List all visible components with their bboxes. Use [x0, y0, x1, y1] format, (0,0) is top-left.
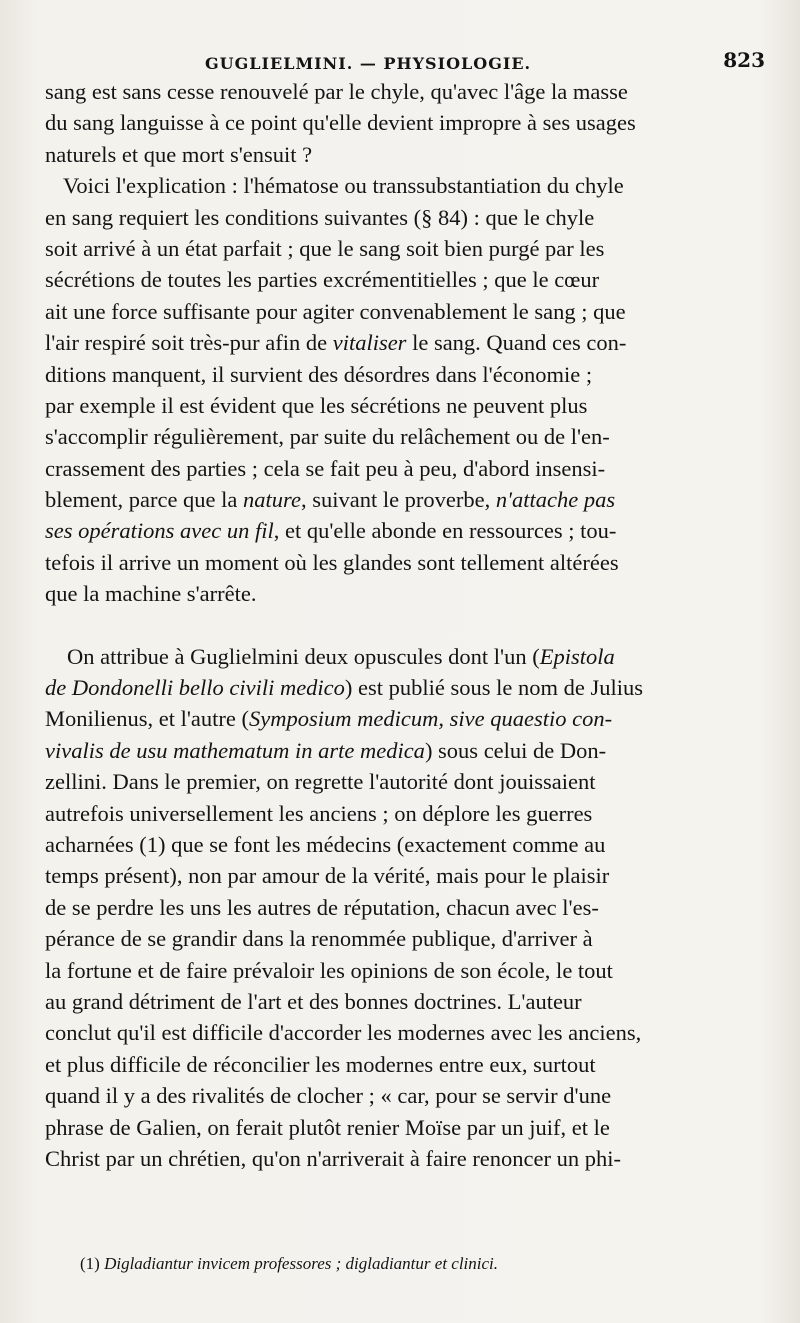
- text-line: et plus difficile de réconcilier les modernes entre eux, surtout: [45, 1051, 596, 1077]
- text-line: zellini. Dans le premier, on regrette l'autorité dont jouissaient: [45, 769, 596, 795]
- text-line: de se perdre les uns les autres de réputation, chacun avec l'es-: [45, 894, 599, 920]
- text-run: le sang. Quand ces con-: [406, 330, 627, 356]
- paragraph-3: [45, 641, 755, 1175]
- italic-run: vitaliser: [332, 330, 407, 356]
- italic-run: ses opérations avec un fil: [45, 518, 274, 544]
- paragraph-gap: [45, 610, 755, 641]
- text-line: s'accomplir régulièrement, par suite du relâchement ou de l'en-: [45, 424, 610, 450]
- text-line: autrefois universellement les anciens ; on déplore les guerres: [45, 800, 593, 826]
- text-run: Monilienus, et l'autre (: [45, 706, 250, 732]
- text-line: du sang languisse à ce point qu'elle devient impropre à ses usages: [45, 110, 636, 136]
- text-run: ) est publié sous le nom de Julius: [344, 675, 644, 701]
- text-line: [45, 327, 755, 358]
- text-line: quand il y a des rivalités de clocher ; « car, pour se servir d'une: [45, 1083, 612, 1109]
- footnote-marker: (1): [80, 1254, 100, 1273]
- running-head: GUGLIELMINI. — PHYSIOLOGIE.: [205, 54, 532, 73]
- text-line: tefois il arrive un moment où les glandes sont tellement altérées: [45, 549, 619, 575]
- text-line: [45, 515, 755, 546]
- text-line: soit arrivé à un état parfait ; que le sang soit bien purgé par les: [45, 235, 605, 261]
- text-line: ditions manquent, il survient des désordres dans l'économie ;: [45, 361, 593, 387]
- paragraph-2: [45, 170, 755, 609]
- text-line: temps présent), non par amour de la vérité, mais pour le plaisir: [45, 863, 610, 889]
- text-line: [45, 672, 755, 703]
- text-line: pérance de se grandir dans la renommée publique, d'arriver à: [45, 926, 593, 952]
- italic-run: Symposium medicum, sive quaestio con-: [249, 706, 613, 732]
- text-line: conclut qu'il est difficile d'accorder les modernes avec les anciens,: [45, 1020, 642, 1046]
- text-line: [45, 735, 755, 766]
- text-run: On attribue à Guglielmini deux opuscules dont l'un (: [67, 643, 540, 669]
- italic-run: nature: [243, 487, 301, 513]
- text-line: par exemple il est évident que les sécrétions ne peuvent plus: [45, 392, 588, 418]
- italic-run: Epistola: [539, 643, 615, 669]
- text-line: sang est sans cesse renouvelé par le chyle, qu'avec l'âge la masse: [45, 79, 628, 104]
- text-line: crassement des parties ; cela se fait peu à peu, d'abord insensi-: [45, 455, 606, 481]
- italic-run: vivalis de usu mathematum in arte medica: [45, 737, 425, 763]
- body-text: [45, 76, 755, 1174]
- italic-run: n'attache pas: [495, 487, 616, 513]
- text-line: acharnées (1) que se font les médecins (exactement comme au: [45, 831, 606, 857]
- footnote-text: Digladiantur invicem professores ; digladiantur et clinici.: [104, 1254, 499, 1273]
- text-line: en sang requiert les conditions suivantes (§ 84) : que le chyle: [45, 204, 595, 230]
- text-run: , et qu'elle abonde en ressources ; tou-: [273, 518, 617, 544]
- text-line: naturels et que mort s'ensuit ?: [45, 141, 313, 167]
- italic-run: de Dondonelli bello civili medico: [45, 675, 345, 701]
- text-run: blement, parce que la: [45, 487, 244, 513]
- text-line: au grand détriment de l'art et des bonnes doctrines. L'auteur: [45, 988, 582, 1014]
- text-line: [45, 484, 755, 515]
- text-run: , suivant le proverbe,: [300, 487, 496, 513]
- page-number: 823: [723, 48, 765, 72]
- text-run: l'air respiré soit très-pur afin de: [45, 330, 333, 356]
- text-line: la fortune et de faire prévaloir les opinions de son école, le tout: [45, 957, 613, 983]
- text-line: Christ par un chrétien, qu'on n'arriverait à faire renoncer un phi-: [45, 1145, 622, 1171]
- paragraph-1: [45, 76, 755, 170]
- page-header: [205, 48, 765, 78]
- text-line: que la machine s'arrête.: [45, 581, 257, 607]
- text-line: Voici l'explication : l'hématose ou transsubstantiation du chyle: [63, 173, 624, 199]
- footnote: [80, 1254, 498, 1274]
- text-line: [45, 641, 755, 672]
- text-line: phrase de Galien, on ferait plutôt renier Moïse par un juif, et le: [45, 1114, 610, 1140]
- text-line: ait une force suffisante pour agiter convenablement le sang ; que: [45, 298, 626, 324]
- text-line: sécrétions de toutes les parties excrémentitielles ; que le cœur: [45, 267, 600, 293]
- text-line: [45, 703, 755, 734]
- text-run: ) sous celui de Don-: [424, 737, 607, 763]
